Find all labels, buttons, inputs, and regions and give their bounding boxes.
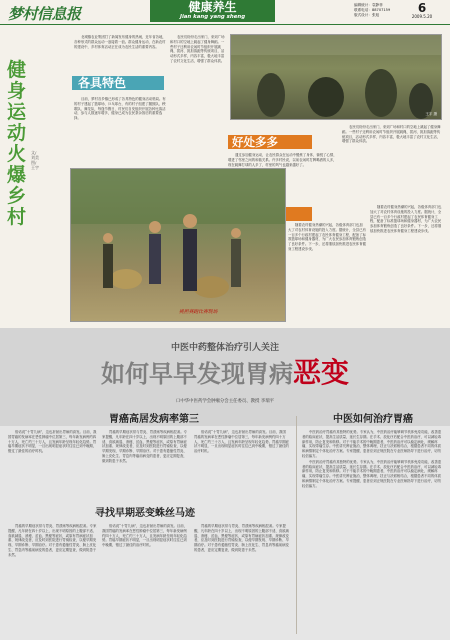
incidence-text-3: 俗话说“十胃九病”，这也折射出胃病的高发。目前，我国胃癌的发病率在恶性肿瘤中位居第三，每年新发病例约四十万人，死亡约三十万人，且发病年龄呈现年轻化趋势。胃癌早期症状不明显，一旦出现明显症状时往往已到中晚期，错过了最佳的治疗时机。 [194, 430, 289, 454]
page-number-box [408, 2, 436, 22]
phone-line: 联系电话：88707159 [354, 8, 391, 12]
intro-text: 北城镇农业集团打了新闻发布健身的热闹，近年省各地，各种形式的群众运动一浪接着一浪。群众健身运动，在新农村的建设中，乡村体育活动正在成为农民生活的重要内容。 [74, 35, 166, 49]
subheading-tcm-treatment: 中医如何治疗胃癌 [333, 414, 413, 425]
early-signs-text-3: 胃癌的早期症状常与胃炎、胃溃疡等疾病相混淆。专家提醒，凡年龄在四十岁以上，出现不明原因的上腹部不适、食欲减退、消瘦、贫血、黑便等症状，或原有胃病症状加重、规律改变者，应及时到医院进行胃镜检查，以便早期发现、早期诊断、早期治疗。对于患有萎缩性胃炎、肠上皮化生、胃息肉等癌前病变的患者，更应定期复查，做到防患于未然。 [194, 524, 289, 552]
main-photo [70, 168, 286, 322]
incidence-text-1: 俗话说“十胃九病”，这也折射出胃病的高发。目前，我国胃癌的发病率在恶性肿瘤中位居第三，每年新发病例约四十万人，死亡约三十万人，且发病年龄呈现年轻化趋势。胃癌早期症状不明显，一旦出现明显症状时往往已到中晚期，错过了最佳的治疗时机。 [8, 430, 97, 454]
tcm-column [302, 430, 442, 636]
section-banner [150, 0, 275, 22]
crowd-illustration [231, 35, 441, 119]
early-signs-col-1 [8, 524, 98, 636]
feature-kicker: 中医中药整体治疗引人关注 [170, 343, 279, 353]
main-photo-caption: 挑担赛跑比赛现场 [179, 310, 218, 315]
feature-dateline: 口中华中医药学会肿瘤分会主任委员、教授 李瑞平 [176, 399, 274, 404]
page-number: 6 [417, 1, 427, 15]
subheading-features: 各具特色 [78, 76, 127, 90]
features-paragraph [74, 97, 167, 167]
headline-main: 如何早早发现胃病 [100, 360, 293, 388]
headline-accent: 恶变 [292, 356, 349, 389]
features-text: 目前，梦村各乡镇已形成了各具特色的健身活动格局。有的村子建起了篮球场、乒乓球台，有的村子组建了腰鼓队、秧歌队、舞龙队，每逢节假日，村民们自发组织开展各种比赛活动，参与人数逐年增多，健身已成为农民茶余饭后的重要选择。 [74, 97, 166, 121]
subheading-incidence: 胃癌高居发病率第三 [109, 414, 199, 425]
section-pinyin: Jian kang yang sheng [179, 14, 246, 20]
masthead [0, 0, 450, 25]
column-divider [296, 416, 297, 634]
top-photo [230, 34, 442, 120]
subheading-early-signs: 寻找早期恶变蛛丝马迹 [95, 508, 195, 519]
intro-paragraph [74, 35, 167, 63]
progress-text: 随着农村健身热潮的兴起，各级体育部门也加大了对农村体育设施的投入力度。据统计，全县已有一百多个行政村建起了农民体育健身工程，配备了标准篮球场和健身器材，为广大农民参加体育锻炼创造了良好条件。下一步，还将继续加快推进农民体育健身工程建设步伐。 [288, 223, 366, 251]
editor-line: 编辑统计：袁静菲 [354, 3, 383, 7]
tcm-text-2: 中医药治疗胃癌有其独特的优势。专家认为，中医药治疗能够调节机体免疫功能，改善患者的临床症状，提高生活质量，延长生存期。在手术、放化疗后配合中医药治疗，可以减轻毒副作用，防止复发和转移。对于不能手术的中晚期患者，中医药治疗可以稳定病灶，缓解疼痛，实现带瘤生存。中医讲究辨证施治，整体调理，扶正与祛邪相结合，根据患者不同的体质和病情制定个体化治疗方案。专家提醒，患者应到正规医院在专业医师指导下进行治疗，切勿轻信偏方。 [302, 459, 442, 488]
benefits-text-2: 农民们纷纷走出家门，来到广场和村口的空地上跳起了健身舞蹈。一些村子还利用农闲时节组织开展跳绳、拔河、挑担赛跑等传统项目，活动形式多样，内容丰富，极大地丰富了农村文化生活，增强了群众体质。 [342, 125, 441, 144]
vertical-title: 健身运动火爆乡村 [7, 59, 27, 228]
incidence-col-2 [102, 430, 190, 506]
paper-logo: 梦村信息报 [8, 5, 81, 23]
incidence-col-1 [8, 430, 98, 506]
subheading-benefits: 好处多多 [232, 135, 278, 149]
runners-illustration [71, 169, 285, 321]
progress-paragraph-2 [370, 205, 442, 323]
health-feature [0, 328, 450, 640]
design-line: 版式设计：张旭 [354, 13, 380, 17]
top-byline: 文/刘美 图/王宇 [31, 150, 39, 170]
section-title: 健康养生 [188, 0, 237, 14]
benefits-text: 通过参加健身运动，让农民群众在运动中锻炼了身体，愉悦了心情，增进了邻里之间的和谐关系。许多村民说，以前农闲时打牌喝酒的人多，现在跳舞打球的人多了，村里的风气也越来越好了。 [228, 153, 337, 167]
benefits-paragraph-2 [342, 125, 442, 200]
early-signs-col-3 [194, 524, 289, 636]
early-signs-text-1: 胃癌的早期症状常与胃炎、胃溃疡等疾病相混淆。专家提醒，凡年龄在四十岁以上，出现不明原因的上腹部不适、食欲减退、消瘦、贫血、黑便等症状，或原有胃病症状加重、规律改变者，应及时到医院进行胃镜检查，以便早期发现、早期诊断、早期治疗。对于患有萎缩性胃炎、肠上皮化生、胃息肉等癌前病变的患者，更应定期复查，做到防患于未然。 [8, 524, 97, 557]
progress-text-2: 随着农村健身热潮的兴起，各级体育部门也加大了对农村体育设施的投入力度。据统计，全县已有一百多个行政村建起了农民体育健身工程，配备了标准篮球场和健身器材，为广大农民参加体育锻炼创造了良好条件。下一步，还将继续加快推进农民体育健身工程建设步伐。 [370, 205, 442, 233]
masthead-credits [354, 3, 390, 18]
center-column [170, 35, 226, 165]
tcm-text-1: 中医药治疗胃癌有其独特的优势。专家认为，中医药治疗能够调节机体免疫功能，改善患者的临床症状，提高生活质量，延长生存期。在手术、放化疗后配合中医药治疗，可以减轻毒副作用，防止复发和转移。对于不能手术的中晚期患者，中医药治疗可以稳定病灶，缓解疼痛，实现带瘤生存。中医讲究辨证施治，整体调理，扶正与祛邪相结合，根据患者不同的体质和病情制定个体化治疗方案。专家提醒，患者应到正规医院在专业医师指导下进行治疗，切勿轻信偏方。 [302, 430, 442, 458]
feature-headline [0, 358, 450, 389]
issue-date: 2009.5.20 [411, 14, 433, 19]
photo-credit: 王宇 摄 [425, 112, 437, 116]
early-signs-text-2: 俗话说“十胃九病”，这也折射出胃病的高发。目前，我国胃癌的发病率在恶性肿瘤中位居第三，每年新发病例约四十万人，死亡约三十万人，且发病年龄呈现年轻化趋势。胃癌早期症状不明显，一旦出现明显症状时往往已到中晚期，错过了最佳的治疗时机。 [102, 524, 188, 548]
progress-paragraph [288, 223, 366, 323]
masthead-rule [0, 24, 450, 25]
incidence-col-3 [194, 430, 289, 506]
incidence-text-2: 胃癌的早期症状常与胃炎、胃溃疡等疾病相混淆。专家提醒，凡年龄在四十岁以上，出现不明原因的上腹部不适、食欲减退、消瘦、贫血、黑便等症状，或原有胃病症状加重、规律改变者，应及时到医院进行胃镜检查，以便早期发现、早期诊断、早期治疗。对于患有萎缩性胃炎、肠上皮化生、胃息肉等癌前病变的患者，更应定期复查，做到防患于未然。 [102, 430, 187, 463]
early-signs-col-2 [102, 524, 190, 636]
center-text: 农民们纷纷走出家门，来到广场和村口的空地上跳起了健身舞蹈。一些村子还利用农闲时节组织开展跳绳、拔河、挑担赛跑等传统项目，活动形式多样，内容丰富，极大地丰富了农村文化生活，增强了群众体质。 [170, 35, 225, 63]
